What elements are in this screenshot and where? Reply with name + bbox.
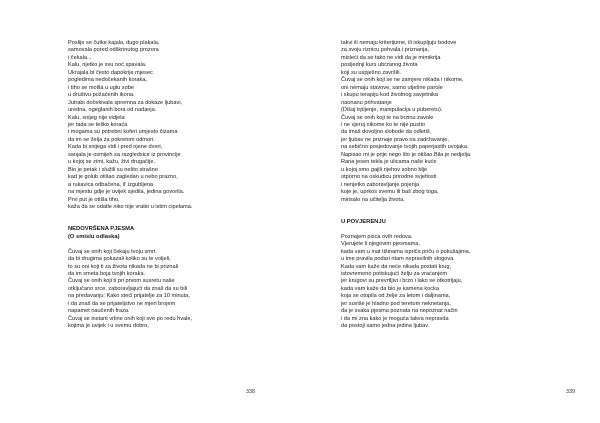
poem-line: da bi drugima pokazali koliko su te voljeli,	[68, 256, 171, 263]
poem-line: kad je golub otišao zagledan u nebo prazno,	[68, 174, 178, 181]
poem-title-nedovrsena: NEDOVRŠENA PJESMA	[68, 226, 135, 233]
poem-line: Prvi put je otišla tiho,	[68, 196, 120, 203]
poem-line: jer tada se teško koraća	[68, 121, 128, 128]
poem-line: istovremeno potiskujući želju za vraćanjem	[341, 271, 448, 277]
poem-line: oni nemaju stavove, samo utješne parole	[341, 84, 443, 91]
poem-line: Vjerujete li njegovim pjesmama,	[341, 241, 420, 248]
left-text-column	[68, 40, 290, 331]
poem-line: i mogama su potrebni koferi umjesto čizama	[68, 129, 178, 136]
right-poem-continuation	[341, 40, 571, 204]
poem-line: Napisao mi je prije nego što je otišao.Bila je nedjelja.	[341, 151, 472, 158]
poem-line: u ime pravila podari ritam nepravilnih slogova.	[341, 256, 455, 263]
poem-line: Kada vam kaže da neće nikada postati krug,	[341, 263, 452, 270]
poem-line: jer suviše je hladno pod teretom neknetanja,	[341, 300, 451, 307]
poem-line: i da znaš da se prijateljstvo ne mjeri brojem	[68, 300, 176, 307]
poem-line: a rukavica odbačena, il' izgubljena	[68, 181, 154, 188]
poem-line: na sebično posjedovanje tvojih paperjastih uvojaka.	[341, 144, 469, 151]
poem-line: uredna, ogeglanih bora od nadanja.	[68, 107, 157, 114]
poem-line: pogledima nedočekanih koraka,	[68, 77, 147, 84]
poem-line: Poznajem pisca ovih redova.	[341, 233, 413, 240]
poem-line: naonanu prihvatanje	[341, 99, 392, 106]
poem-line: Čuvaj se instant vrline onih koji sve po redu hvale,	[68, 315, 193, 322]
poem-line: i da mi zna kako je moguća takva nepravda	[341, 315, 449, 322]
poem-line: Kalu, njetko je svu noć spavala.	[68, 62, 147, 69]
poem-line: koja se otopila od želje za letom i daljinama,	[341, 293, 451, 300]
poem-line: u kojoj smo gajili njehov sobno blje	[341, 166, 428, 173]
poem-line: otključano srce, zaboravljajući da znaš da su bili	[68, 285, 188, 292]
poem-line: mirisalo na učitelja života.	[341, 196, 405, 203]
poem-line: misleći da se tako ne vidi da je mimikrija	[341, 54, 441, 61]
poem-line: napamet naučenih fraza.	[68, 308, 130, 315]
poem-line: u društvu požaćenih ikona.	[68, 92, 135, 99]
left-poem-end	[68, 40, 290, 211]
poem-line: na predavanju: Kako steći prijatelje za 10 minuta,	[68, 293, 190, 300]
poem-line: posljednji kurs ubrzanog života	[341, 62, 418, 69]
poem-line: i ne vjeruj nikome ko te nije pustio	[341, 121, 425, 128]
poem-line: u kojoj se zimi, kažu, živi drugačije.	[68, 159, 156, 166]
poem-line: samovala pored odškrinutog prozora	[68, 47, 159, 54]
poem-subtitle: (O smislu odlaska)	[68, 233, 120, 240]
poem-title-u-povjerenju: U POVJERENJU	[341, 218, 386, 225]
poem-line: (Dišaj trpljenje, manipulacija u puberetu).	[341, 107, 443, 114]
poem-line: na mjestu gdje je uvijek sjedila, jedina govorila.	[68, 189, 185, 196]
poem-line: Čuvaj se onih koji te na brzinu zavole	[341, 114, 434, 121]
poem-line: Ukrajala bi često dapokrije mjesec	[68, 69, 153, 76]
poem-line: to su oni koji ti za života nikada ne bi priznali	[68, 263, 179, 270]
poem-line: da postoji samo jedna jedina ljubav	[341, 323, 429, 330]
poem-line: Čuvaj se onih koji se ne zamjere nikada i nikome,	[341, 77, 464, 84]
poem-line: sanjala je osmijeh sa razgledsice iz provincije	[68, 151, 181, 158]
poem-line: kada vam kaže da bio je kamena kocka	[341, 285, 439, 292]
poem-line: koje je, uprkos svemu ili baš zbog toga,	[341, 189, 439, 196]
poem-line: Čuvaj se onih koji ti pri prvom susretu naše	[68, 278, 175, 285]
poem-line: Bio je petak i služili su nešto strašno	[68, 166, 158, 173]
poem-line: kojima je uvijek i u svemu dobro,	[68, 323, 149, 330]
poem-line: i čekala...	[68, 54, 92, 61]
poem-line: i skupu terapiju kod životnog savjetnika	[341, 92, 439, 99]
poem-line: Poslije se čutke kajala, dugo plakala,	[68, 40, 160, 46]
page-number-left: 338	[246, 389, 255, 395]
poem-line: kaža da se odatle niko nije vratio u istim cipelama.	[68, 203, 193, 210]
poem-line: kada vam u inat tišinama ispriča priču o pokušajima,	[341, 248, 471, 255]
left-poem-start	[68, 249, 290, 331]
poem-line: da im se želja za pokretom odmori.	[68, 136, 155, 143]
poem-line: Rana jesen tekla je ulicama naše kuće	[341, 159, 437, 166]
poem-line: i tiho se molila u uglu sobe	[68, 84, 134, 91]
poem-line: jer krugovi su prevrtljivi i brzo i lako se otkotrljaju,	[341, 278, 463, 285]
right-poem-start	[341, 234, 571, 331]
poem-line: Kalu, snijeg nije vidjela	[68, 114, 125, 121]
poem-line: da je svaka pjesma poznata na nepoznat način	[341, 308, 458, 315]
right-text-column	[341, 40, 571, 331]
poem-line: da imaš dovoljno slobode da odletiš,	[341, 129, 432, 136]
poem-line: da im smeta boja tvojih koraka.	[68, 271, 146, 277]
page-number-right: 339	[566, 389, 575, 395]
poem-line: Kada bi snijega vidi i pred njene dveri,	[68, 144, 163, 151]
poem-line: za svoju riznicu pohvala i priznanja,	[341, 47, 429, 54]
right-page	[300, 0, 600, 423]
poem-line: i nenjetko zaboravljanje pojenja	[341, 181, 420, 188]
poem-line: otporno na oskudicu prirodne svjetlosti	[341, 174, 437, 181]
poem-line: koji su uspješno završili.	[341, 69, 402, 76]
poem-line: jer ljubav ne priznaje pravo na zadržavanje,	[341, 136, 449, 143]
poem-line: Jutrabi dočekivala spremna za dokaze ljubavi,	[68, 99, 183, 106]
poem-line: Čuvaj se onih koji čekaju tvoju smrt.	[68, 248, 157, 255]
poem-line: takvi ili nemaju kriterijume, ili iskupljuju bodove	[341, 40, 457, 46]
